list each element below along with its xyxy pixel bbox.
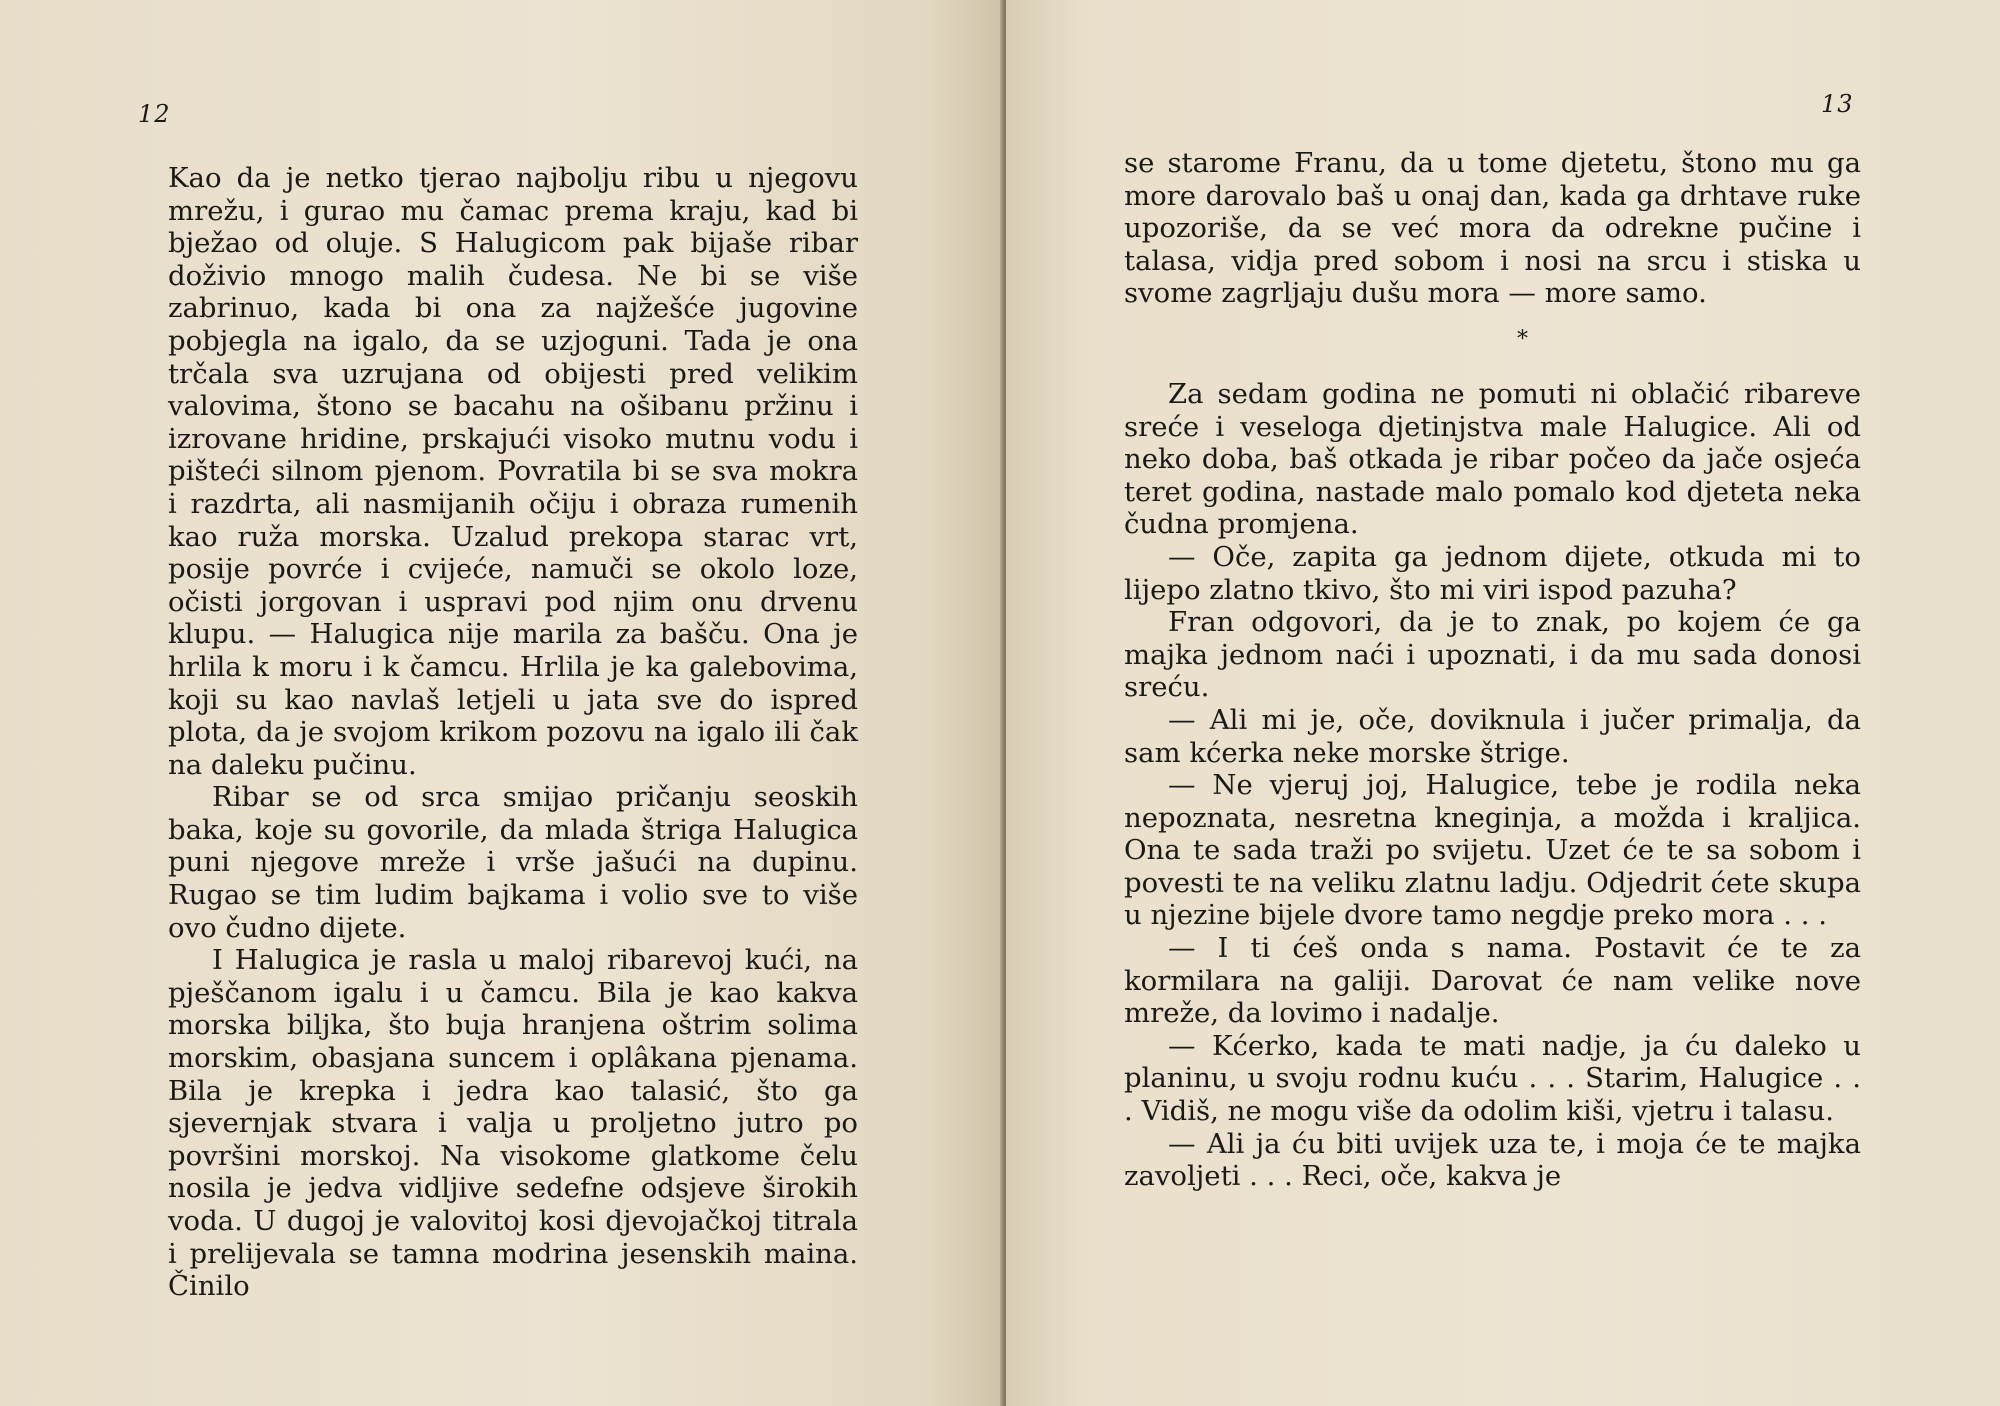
page-number-right: 13	[1821, 90, 1854, 118]
page-number-left: 12	[138, 100, 171, 128]
dialogue-line: — Kćerko, kada te mati nadje, ja ću daleko u planinu, u svoju rodnu kuću . . . Starim, Halugice . . . Vidiš, ne mogu više da odolim kiši, vjetru i talasu.	[1124, 1029, 1861, 1128]
paragraph: Za sedam godina ne pomuti ni oblačić ribareve sreće i veseloga djetinjstva male Halugice. Ali od neko doba, baš otkada je ribar počeo da jače osjeća teret godina, nastade malo pomalo kod djeteta neka čudna promjena.	[1124, 377, 1861, 541]
dialogue-line: — Ne vjeruj joj, Halugice, tebe je rodila neka nepoznata, nesretna kneginja, a možda i kraljica. Ona te sada traži po svijetu. Uzet će te sa sobom i povesti te na veliku zlatnu ladju. Odjedrit ćete skupa u njezine bijele dvore tamo negdje preko mora . . .	[1124, 769, 1861, 932]
paragraph: Kao da je netko tjerao najbolju ribu u njegovu mrežu, i gurao mu čamac prema kraju, kad bi bježao od oluje. S Halugicom pak bijaše ribar doživio mnogo malih čudesa. Ne bi se više zabrinuo, kada bi ona za najžešće jugovine pobjegla na igalo, da se uzjoguni. Tada je ona trčala sva uzrujana od obijesti pred velikim valovima, štono se bacahu na ošibanu pržinu i izrovane hridine, prskajući visoko mutnu vodu i pišteći silnom pjenom. Povratila bi se sva mokra i razdrta, ali nasmijanih očiju i obraza rumenih kao ruža morska. Uzalud prekopa starac vrt, posije povrće i cvijeće, namuči se okolo loze, očisti jorgovan i uspravi pod njim onu drvenu klupu. — Halugica nije marila za bašču. Ona je hrlila k moru i k čamcu. Hrlila je ka galebovima, koji su kao navlaš letjeli u jata sve do ispred plota, da je svojom krikom pozovu na igalo ili čak na daleku pučinu.	[168, 162, 858, 781]
dialogue-line: — Ali ja ću biti uvijek uza te, i moja će te majka zavoljeti . . . Reci, oče, kakva je	[1124, 1127, 1861, 1193]
paragraph: Ribar se od srca smijao pričanju seoskih baka, koje su govorile, da mlada štriga Halugica puni njegove mreže i vrše jašući na dupinu. Rugao se tim ludim bajkama i volio sve to više ovo čudno dijete.	[168, 781, 858, 944]
left-page-text	[168, 162, 858, 1303]
dialogue-line: — Ali mi je, oče, doviknula i jučer primalja, da sam kćerka neke morske štrige.	[1124, 703, 1861, 769]
paragraph: I Halugica je rasla u maloj ribarevoj kući, na pješčanom igalu i u čamcu. Bila je kao kakva morska biljka, što buja hranjena oštrim solima morskim, obasjana suncem i oplâkana pjenama. Bila je krepka i jedra kao talasić, što ga sjevernjak stvara i valja u proljetno jutro po površini morskoj. Na visokome glatkome čelu nosila je jedva vidljive sedefne odsjeve širokih voda. U dugoj je valovitoj kosi djevojačkoj titrala i prelijevala se tamna modrina jesenskih maina. Činilo	[168, 944, 858, 1303]
paragraph: se starome Franu, da u tome djetetu, štono mu ga more darovalo baš u onaj dan, kada ga drhtave ruke upozoriše, da se već mora da odrekne pučine i talasa, vidja pred sobom i nosi na srcu i stiska u svome zagrljaju dušu mora — more samo.	[1124, 147, 1861, 310]
dialogue-line: — Oče, zapita ga jednom dijete, otkuda mi to lijepo zlatno tkivo, što mi viri ispod pazuha?	[1124, 540, 1861, 606]
right-page-text	[1124, 147, 1861, 1193]
dialogue-line: — I ti ćeš onda s nama. Postavit će te za kormilara na galiji. Darovat će nam velike nove mreže, da lovimo i nadalje.	[1124, 932, 1861, 1030]
paragraph: Fran odgovori, da je to znak, po kojem će ga majka jednom naći i upoznati, i da mu sada donosi sreću.	[1124, 606, 1861, 704]
section-separator: *	[1517, 326, 1528, 352]
right-page	[1006, 0, 2000, 1406]
